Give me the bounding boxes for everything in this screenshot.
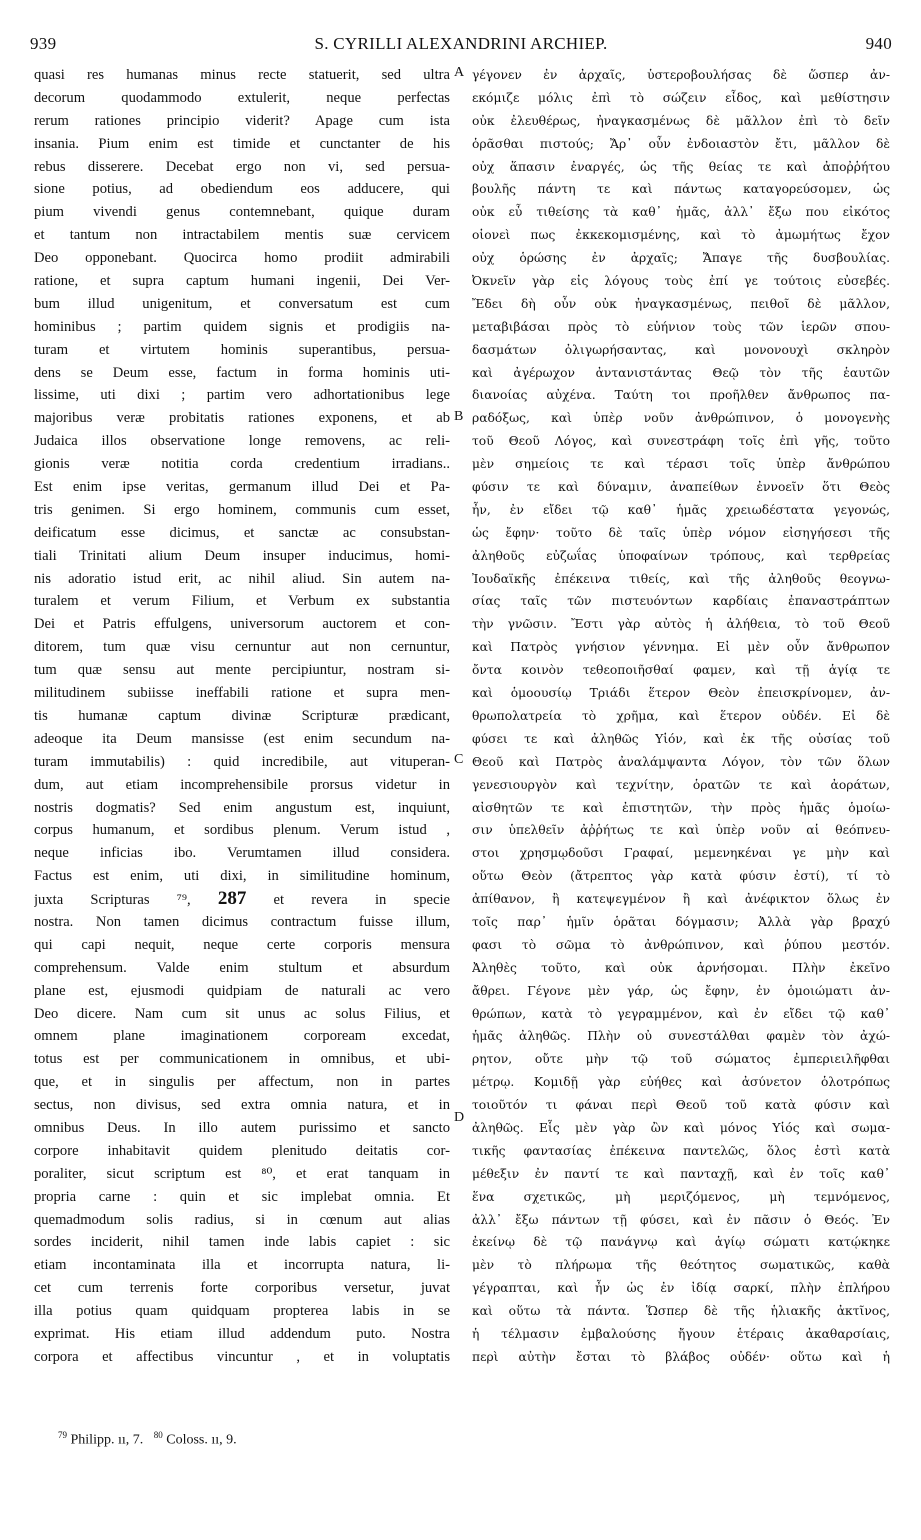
latin-text-line: nostris dogmatis? Sed enim angustum est, inquiunt, [34, 799, 450, 816]
latin-text-line: tis humanæ captum divinæ Scripturæ prædicant, [34, 707, 450, 724]
greek-text-line: ἀληθοῦς εὐζωΐας ὑποφαίνων τρόπους, καὶ τερθρείας [472, 548, 890, 563]
greek-text-line: καὶ ὁμοουσίῳ Τριάδι ἕτερον Θεὸν ἐπεισκρίνομεν, ἀν- [472, 686, 890, 701]
greek-text-line: οὕτω Θεὸν (ἄτρεπτος γὰρ κατὰ φύσιν ἐστί), τί τὸ [472, 869, 890, 884]
latin-text-line: Deo dicere. Nam cum sit unus ac solus Filius, et [34, 1005, 450, 1022]
greek-text-line: Ἔδει δὴ οὖν οὐκ ἠναγκασμένως, πειθοῖ δὲ μᾶλλον, [472, 296, 890, 311]
greek-text-line: Θεοῦ καὶ Πατρὸς ἀναλάμψαντα Λόγον, τὸν τῶν ὅλων [472, 754, 890, 769]
latin-text-line: neque inficias ibo. Verumtamen illud considera. [34, 845, 450, 862]
latin-text-line: nostra. Non tamen dicimus contractum fuisse illum, [34, 913, 450, 930]
margin-mark-b: B [454, 409, 464, 424]
latin-text-line: bum illud unigenitum, et conversatum est cum [34, 295, 450, 312]
footnote-79-mark: 79 [58, 1430, 67, 1440]
latin-text-line: propria carne : quin et sic implebat omnia. Et [34, 1188, 450, 1205]
latin-text-line: Deo opponebant. Quocirca homo prodiit admirabili [34, 250, 450, 267]
greek-text-line: ἕνα σχετικῶς, μὴ μεριζόμενος, μὴ τεμνόμενος, [472, 1189, 890, 1204]
greek-text-line: τὴν γνῶσιν. Ἔστι γὰρ αὐτὸς ἡ ἀλήθεια, τὸ τοῦ Θεοῦ [472, 617, 890, 632]
greek-text-line: φύσιν τε καὶ δύναμιν, ἀναπείθων ἐννοεῖν ὅτι Θεὸς [472, 480, 890, 495]
latin-text-line: corpus humanum, et sordibus plenum. Verum istud , [34, 822, 450, 839]
greek-text-line: γενεσιουργὸν καὶ τεχνίτην, ὁρατῶν τε καὶ ἀοράτων, [472, 777, 890, 792]
greek-text-line: ἡμᾶς ἀληθῶς. Πλὴν οὐ συνεστάλθαι φαμὲν τὸν ἀχώ- [472, 1029, 890, 1044]
greek-text-line: βουλῆς πάντη τε καὶ πάντως καταγορεύσομεν, ὡς [472, 182, 890, 197]
latin-text-line: decorum quodammodo extulerit, neque perfectas [34, 89, 450, 106]
greek-text-line: διανοίας αὐχένα. Ταύτη τοι προῆλθεν ἄνθρωπος πα- [472, 388, 890, 403]
greek-text-line: ἄθρει. Γέγονε μὲν γάρ, ὡς ἔφην, ἐν ὁμοιώματι ἀν- [472, 983, 890, 998]
latin-text-line: omnibus Deus. In illo autem purissimo et sancto [34, 1119, 450, 1136]
page-number-right: 940 [865, 34, 892, 53]
greek-text-line: ραδόξως, καὶ ὑπὲρ νοῦν ἀνθρώπινον, ὁ μονογενὴς [472, 411, 890, 426]
greek-text-line: μέτρῳ. Κομιδῇ γὰρ εὐήθες καὶ ἀσύνετον ὁλοτρόπως [472, 1075, 890, 1090]
latin-text-line: pium vivendi genus contemnebant, quique duram [34, 204, 450, 221]
greek-text-line: Ἀληθὲς τοῦτο, καὶ οὐκ ἀρνήσομαι. Πλὴν ἐκεῖνο [472, 960, 890, 975]
latin-text-line: que, et in singulis per affectum, non in partes [34, 1074, 450, 1091]
greek-text-line: σίας ταῖς τῶν πιστευόντων καρδίαις ἐπαναστράπτων [472, 594, 890, 609]
greek-text-line: περὶ αὐτὴν ἔσται τὸ βλάβος οὐδέν· οὕτω καὶ ἡ [472, 1349, 890, 1364]
latin-text-line: ditorem, tum quæ visu cernuntur aut non cernuntur, [34, 639, 450, 656]
greek-text-line: ἀληθῶς. Εἷς μὲν γὰρ ὢν καὶ μόνος Υἱός καὶ σωμα- [472, 1120, 890, 1135]
greek-text-line: μὲν σημείοις τε καὶ τέρασι τοῖς ὑπὲρ ἄνθρώπου [472, 457, 890, 472]
latin-text-line: tiali Trinitati alium Deum insuper inducimus, homi- [34, 547, 450, 564]
text-segment: et revera in specie [273, 892, 450, 909]
latin-text-line [34, 888, 450, 911]
greek-text-line: τοῦ Θεοῦ Λόγος, καὶ συνεστράφη τοῖς ἐπὶ γῆς, τοῦτο [472, 434, 890, 449]
greek-text-line: οὐκ εὖ τιθείσης τὰ καθ᾽ ἡμᾶς, ἀλλ᾽ ἔξω που εἰκότος [472, 205, 890, 220]
greek-text-line: εκόμιζε μόλις ἐπὶ τὸ σώζειν εἶδος, καὶ μεθίστησιν [472, 90, 890, 105]
latin-text-line: turam et virtutem hominis superantibus, persua- [34, 341, 450, 358]
greek-text-line: δασμάτων ὀλιγωρήσαντας, καὶ μονονουχὶ σκληρὸν [472, 342, 890, 357]
greek-text-line: θρώπων, κατὰ τὸ γεγραμμένον, καὶ ἐν εἴδει τῷ καθ᾽ [472, 1006, 890, 1021]
greek-text-line: στοι χρησμῳδοῦσι Γραφαί, μεμενηκέναι γε μὴν καὶ [472, 846, 890, 861]
running-header [30, 34, 892, 58]
latin-text-line: Dei et Patris effulgens, universorum auctorem et con- [34, 616, 450, 633]
greek-text-line: τοῖς παρ᾽ ἡμῖν ὁρᾶται δόγμασιν; Ἀλλὰ γὰρ βραχύ [472, 914, 890, 929]
latin-text-line: Judaica illos observatione longe removens, ac reli- [34, 433, 450, 450]
latin-column [34, 64, 450, 1369]
greek-text-line: σιν ὑπελθεῖν ἀῤῥήτως τε καὶ ὑπὲρ νοῦν αἱ θεόπνευ- [472, 823, 890, 838]
latin-text-line: totus est per communicationem in omnibus, et ubi- [34, 1051, 450, 1068]
latin-text-line: etiam incontaminata illa et incorrupta natura, li- [34, 1257, 450, 1274]
greek-text-line: μέθεξιν ἐν παντί τε καὶ πανταχῇ, καὶ ἐν τοῖς καθ᾽ [472, 1166, 890, 1181]
latin-text-line: lissime, uti dixi ; partim vero adhortationibus lege [34, 387, 450, 404]
latin-text-line: ratione, et supra captum humani ingenii, Dei Ver- [34, 273, 450, 290]
greek-text-line: γέγονεν ἐν ἀρχαῖς, ὑστεροβουλήσας δὲ ὥσπερ ἀν- [472, 68, 890, 82]
greek-text-line: οὐκ ἐλευθέρως, ἠναγκασμένως δὲ μᾶλλον ἐπὶ τὸ δεῖν [472, 113, 890, 128]
running-title: S. CYRILLI ALEXANDRINI ARCHIEP. [314, 34, 608, 53]
greek-text-line: Ὀκνεῖν γὰρ εἰς λόγους τοὺς ἐπί γε τούτοις εὐσεβές. [472, 274, 890, 289]
greek-text-line: καὶ Πατρὸς γνήσιον γέννημα. Εἰ μὲν οὖν ἄνθρωπον [472, 640, 890, 655]
latin-text-line: majoribus veræ probitatis rationes exponens, et ab [34, 410, 450, 427]
greek-text-line: ρητον, οὔτε μὴν τῷ τοῦ σώματος ἐμπεριειλῆφθαι [472, 1052, 890, 1067]
greek-text-line: ἀπίθανον, ἢ κατεψεγμένον ἢ καὶ ἀνέφικτον ὅλως ἐν [472, 892, 890, 907]
footnote-79-text: Philipp. ıı, 7. [70, 1432, 144, 1448]
latin-text-line: hominibus ; partim quidem signis et prodigiis na- [34, 318, 450, 335]
greek-text-line: ὄντα κοινὸν τεθεοποιῆσθαί φαμεν, καὶ τῇ ἁγίᾳ τε [472, 663, 890, 678]
latin-text-line: dum, aut etiam incomprehensibile prorsus videtur in [34, 776, 450, 793]
greek-text-line: τοιοῦτόν τι φάναι περὶ Θεοῦ τοῦ κατὰ φύσιν καὶ [472, 1098, 890, 1113]
greek-text-line: αἰσθητῶν τε καὶ ἐπιστητῶν, τὴν πρὸς ἡμᾶς ὁμοίω- [472, 800, 890, 815]
latin-text-line: comprehensum. Valde enim stultum et absurdum [34, 959, 450, 976]
latin-text-line: tum quæ sensu aut mente percipiuntur, nostram si- [34, 662, 450, 679]
original-page-number: 287 [217, 888, 247, 910]
latin-text-line: poraliter, sicut scriptum est ⁸⁰, et erat tanquam in [34, 1165, 450, 1182]
latin-text-line: exprimat. His etiam illud addendum puto. Nostra [34, 1325, 450, 1342]
footnote-80-mark: 80 [153, 1430, 163, 1440]
latin-text-line: plane est, ejusmodi quidpiam de naturali ac vero [34, 982, 450, 999]
latin-text-line: rerum rationes principio viderit? Apage cum ista [34, 112, 450, 129]
greek-text-line: γέγραπται, καὶ ἦν ὡς ἐν ἰδίᾳ σαρκί, πλὴν ἐπλήρου [472, 1281, 890, 1296]
greek-text-line: ὁρᾶσθαι πιστούς; Ἄρ᾽ οὖν ἐνδοιαστὸν ἔτι, μᾶλλον δὲ [472, 136, 890, 151]
greek-text-line: ἀλλ᾽ ἔξω πάντων τῇ φύσει, καὶ ἐν πᾶσιν ὁ Θεός. Ἐν [472, 1212, 890, 1227]
latin-text-line: sordes inciderit, nihil tamen inde labis capiet : sic [34, 1234, 450, 1251]
latin-text-line: turam immutabilis) : quid incredibile, aut vituperan- [34, 753, 450, 770]
footnote-80-text: Coloss. ıı, 9. [166, 1432, 237, 1448]
greek-text-line: φύσει τε καὶ ἀληθῶς Υἱόν, καὶ ἐκ τῆς οὐσίας τοῦ [472, 731, 890, 746]
greek-text-line: μὲν τὸ πλήρωμα τῆς θεότητος σωματικῶς, καθὰ [472, 1258, 890, 1273]
latin-text-line: Factus est enim, uti dixi, in similitudine hominum, [34, 868, 450, 885]
latin-text-line: sectus, non divisus, sed extra omnia natura, et in [34, 1097, 450, 1114]
latin-text-line: insania. Pium enim est timide et cunctanter de his [34, 135, 450, 152]
latin-text-line: sione potius, ad obediendum eos adducere, qui [34, 181, 450, 198]
margin-mark-c: C [454, 752, 464, 767]
latin-text-line: quasi res humanas minus recte statuerit, sed ultra [34, 67, 450, 83]
text-segment: juxta Scripturas ⁷⁹, [34, 892, 191, 909]
greek-text-line: καὶ ἀγέρωχον ἀντανιστάντας Θεῷ τὸν τῆς ἑαυτῶν [472, 365, 890, 380]
greek-text-line: οὐχ ὁρώσης ἐν ἀρχαῖς; Ἄπαγε τῆς δυσβουλίας. [472, 251, 890, 266]
greek-text-line: Ἰουδαϊκῆς ἐπέκεινα τιθείς, καὶ τῆς ἀληθοῦς θεογνω- [472, 571, 890, 586]
footnotes [58, 1430, 237, 1449]
greek-text-line: μεταβιβάσαι πρὸς τὸ εὐήνιον τοὺς τῶν ἱερῶν σπου- [472, 319, 890, 334]
latin-text-line: nis adoratio istud erit, ac nihil aliud. Sin autem na- [34, 570, 450, 587]
latin-text-line: dens se Deum esse, factum in forma hominis uti- [34, 364, 450, 381]
margin-mark-a: A [454, 65, 465, 80]
greek-text-line: ὡς ἔφην· τοῦτο δὲ ταῖς ὑπὲρ νόμον εἰσηγήσεσι τῆς [472, 525, 890, 540]
greek-text-line: ἡ τέλμασιν ἐμβαλούσης ἤγουν ἑτέραις ἀκαθαρσίαις, [472, 1326, 890, 1341]
greek-text-line: οὐχ ἅπασιν ἐναργές, ὡς τῆς θείας τε καὶ ἀποῤῥήτου [472, 159, 890, 174]
margin-mark-d: D [454, 1110, 465, 1125]
latin-text-line: illa potius quam quidquam propterea labis in se [34, 1303, 450, 1320]
latin-text-line: adeoque ita Deum mansisse (est enim secundum na- [34, 730, 450, 747]
greek-text-line: καὶ οὕτω τὰ πάντα. Ὥσπερ δὲ τῆς ἡλιακῆς ἀκτῖνος, [472, 1304, 890, 1319]
greek-text-line: ἦν, ἐν εἴδει τῷ καθ᾽ ἡμᾶς χρειωδέστατα γεγονώς, [472, 502, 890, 517]
latin-text-line: corpore inhabitavit quidem plenitudo deitatis cor- [34, 1142, 450, 1159]
greek-text-line: τικῆς φαντασίας ἐπέκεινα παντελῶς, ὅλος ἐστὶ κατὰ [472, 1143, 890, 1158]
latin-text-line: omnem plane imaginationem corpoream excedat, [34, 1028, 450, 1045]
greek-text-line: ἐκείνῳ δὲ τῷ πανάγνῳ καὶ ἁγίῳ σώματι κατῴκηκε [472, 1235, 890, 1250]
latin-text-line: tris genimen. Si ergo hominem, communis cum esset, [34, 501, 450, 518]
latin-text-line: quemadmodum solis radius, si in cœnum aut alias [34, 1211, 450, 1228]
latin-text-line: turalem et verum Filium, et Verbum ex substantia [34, 593, 450, 610]
latin-text-line: qui capi nequit, neque certe corporis mensura [34, 936, 450, 953]
latin-text-line: gionis veræ notitia corda credentium irradians.. [34, 456, 450, 473]
greek-text-line: θρωπολατρεία τὸ χρῆμα, καὶ ἕτερον οὐδέν. Εἰ δὲ [472, 708, 890, 723]
latin-text-line: Est enim ipse veritas, germanum illud Dei et Pa- [34, 479, 450, 496]
page-number-left: 939 [30, 34, 57, 53]
greek-text-line: οἱονεὶ πως ἐκκεκομισμένης, καὶ τὸ ἀμωμήτως ἔχον [472, 228, 890, 243]
latin-text-line: cet cum terrenis forte corporibus versetur, juvat [34, 1280, 450, 1297]
greek-column [472, 64, 890, 1369]
latin-text-line: corpora et affectibus vincuntur , et in voluptatis [34, 1348, 450, 1365]
latin-text-line: militudinem subiisse ineffabili ratione et supra men- [34, 685, 450, 702]
latin-text-line: rebus disserere. Decebat ergo non vi, sed persua- [34, 158, 450, 175]
latin-text-line: deificatum esse dicimus, et sanctæ ac consubstan- [34, 524, 450, 541]
greek-text-line: φασι τὸ σῶμα τὸ ἀνθρώπινον, καὶ ῥύπου μεστόν. [472, 937, 890, 952]
latin-text-line: et tantum non intractabilem mentis suæ cervicem [34, 227, 450, 244]
